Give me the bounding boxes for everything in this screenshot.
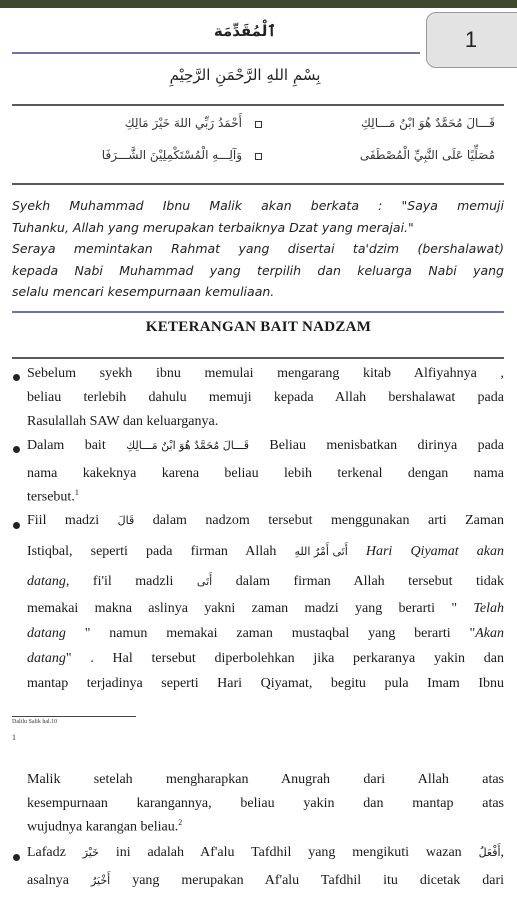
- bullet4-line2: [27, 873, 504, 889]
- bullet3-text: " . Hal tersebut diperbolehkan jika perkaranya yakin dan: [65, 651, 504, 666]
- bullet3-arabic: أَتَى أَمْرُ اللهِ: [294, 545, 348, 558]
- bullet3-text: Akan: [475, 626, 505, 641]
- continuation-text: wujudnya karangan beliau.: [27, 819, 179, 835]
- page-number: 1: [464, 27, 478, 52]
- bullet-marker: [13, 374, 20, 381]
- heading-bottom-divider: [12, 357, 504, 359]
- bullet3-text: datang: [27, 626, 66, 641]
- bullet3-arabic: أَتَى: [196, 575, 213, 588]
- nazam-line1-right: قَـــالَ مُحَمَّدٌ هُوَ ابْنُ مَـــالِكِ: [360, 116, 495, 130]
- continuation-line1: Malik setelah mengharapkan Anugrah dari Allah atas: [27, 772, 504, 787]
- bullet4-arabic: أَخْيَرُ: [90, 874, 111, 887]
- bullet3-line5: [27, 626, 504, 642]
- bullet4-text: yang merupakan Af'alu Tafdhil itu dicetak dari: [132, 873, 505, 888]
- bullet4-arabic: أَفْعَلُ: [478, 846, 501, 859]
- footnote-ref: 2: [178, 818, 183, 827]
- bullet4-text: ini adalah Af'alu Tafdhil yang mengikuti wazan: [115, 845, 462, 860]
- bullet3-text: dalam firman Allah tersebut tidak: [235, 574, 505, 589]
- bullet3-text: " namun memakai zaman mustaqbal yang berarti ": [84, 626, 476, 641]
- translation-line: Syekh Muhammad Ibnu Malik akan berkata : "Saya memuji: [12, 198, 504, 213]
- basmalah: بِسْمِ اللهِ الرَّحْمَنِ الرَّحِيْمِ: [169, 66, 321, 84]
- bullet-marker: [13, 446, 20, 453]
- bullet2-line1: [27, 438, 504, 454]
- bullet-marker: [13, 522, 20, 529]
- translation-line: kepada Nabi Muhammad yang terpilih dan keluarga Nabi yang: [12, 262, 504, 278]
- heading-top-divider: [12, 311, 504, 313]
- nazam-line1-left: أَحْمَدُ رَبِّي اللهَ خَيْرَ مَالِكِ: [124, 116, 242, 130]
- nazam-line2-right: مُصَلِّيًا عَلَى النَّبِيِّ الْمُصْطَفَى: [359, 148, 495, 162]
- title-divider: [12, 52, 420, 54]
- bullet3-text: dalam nadzom tersebut menggunakan arti Zaman: [152, 513, 504, 528]
- nazam-separator-1: [255, 121, 262, 128]
- page-number-badge: [426, 12, 517, 68]
- bullet3-line2: [27, 544, 504, 560]
- continuation-line2: kesempurnaan karangannya, beliau yakin dan mantap atas: [27, 796, 504, 811]
- bullet3-line1: [27, 513, 504, 529]
- bullet4-arabic: خَيْرَ: [82, 846, 99, 859]
- bullet2-text: Dalam bait: [27, 438, 106, 453]
- bullet3-text: datang: [27, 651, 66, 666]
- bullet3-text: Telah: [473, 601, 504, 616]
- bullet3-arabic: قَالَ: [117, 514, 135, 527]
- nazam-separator-2: [255, 153, 262, 160]
- bullet3-line6: [27, 651, 504, 667]
- bullet3-text: datang: [27, 574, 66, 589]
- bullet4-line1: [27, 845, 504, 861]
- bullet4-text: ,: [500, 845, 505, 860]
- bullet3-text: memakai makna aslinya yakni zaman madzi yang berarti ": [27, 601, 458, 616]
- translation-line: Seraya memintakan Rahmat yang disertai ta'dzim (bershalawat): [12, 241, 504, 256]
- nazam-translation: [12, 195, 504, 303]
- nazam-bottom-divider: [12, 183, 504, 185]
- bullet2-arabic: قَـــالَ مُحَمَّدٌ هُوَ ابْنُ مَـــالِكِ: [126, 439, 250, 452]
- top-bar: [0, 0, 517, 8]
- footnote-ref: 1: [74, 488, 79, 497]
- bullet1-line3: Rasulallah SAW dan keluarganya.: [27, 414, 219, 429]
- footnote-rule: [12, 716, 136, 717]
- bullet2-text: tersebut.: [27, 489, 75, 505]
- bullet4-text: Lafadz: [27, 845, 66, 860]
- bullet2-line3: [27, 488, 504, 506]
- bullet1-line2: beliau terlebih dahulu memuji kepada Allah bershalawat pada: [27, 390, 504, 405]
- bullet4-text: asalnya: [27, 873, 69, 888]
- bullet-marker: [13, 854, 20, 861]
- footnote-text: Dalilu Salik hal.10: [12, 719, 58, 725]
- bullet3-text: Hari Qiyamat akan: [365, 544, 504, 559]
- footnote-number: 1: [12, 733, 16, 742]
- bullet1-line1: Sebelum syekh ibnu memulai mengarang kitab Alfiyahnya ,: [27, 366, 504, 381]
- bullet2-text: Beliau menisbatkan dirinya pada: [269, 438, 505, 453]
- bullet3-line3: [27, 574, 504, 590]
- nazam-top-divider: [12, 104, 504, 106]
- bullet3-line4: [27, 601, 504, 617]
- translation-line: Tuhanku, Allah yang merupakan terbaiknya Dzat yang merajai.": [12, 219, 414, 235]
- nazam-line2-left: وَآلِـــهِ الْمُسْتَكْمِلِيْنَ الشَّـــرَفَا: [101, 148, 242, 162]
- continuation-line3: [27, 818, 504, 836]
- section-heading: KETERANGAN BAIT NADZAM: [145, 319, 372, 335]
- bullet3-text: Istiqbal, seperti pada firman Allah: [27, 544, 277, 559]
- translation-line: selalu mencari kesempurnaan kemuliaan.: [12, 284, 275, 299]
- arabic-title: ٱلْمُقَدِّمَة: [213, 22, 277, 40]
- bullet3-text: , fi'il madzli: [65, 574, 174, 589]
- bullet2-line2: nama kakeknya karena beliau lebih terkenal dengan nama: [27, 466, 504, 481]
- bullet3-line7: mantap terjadinya seperti Hari Qiyamat, begitu pula Imam Ibnu: [27, 676, 504, 691]
- bullet3-text: Fiil madzi: [27, 513, 100, 528]
